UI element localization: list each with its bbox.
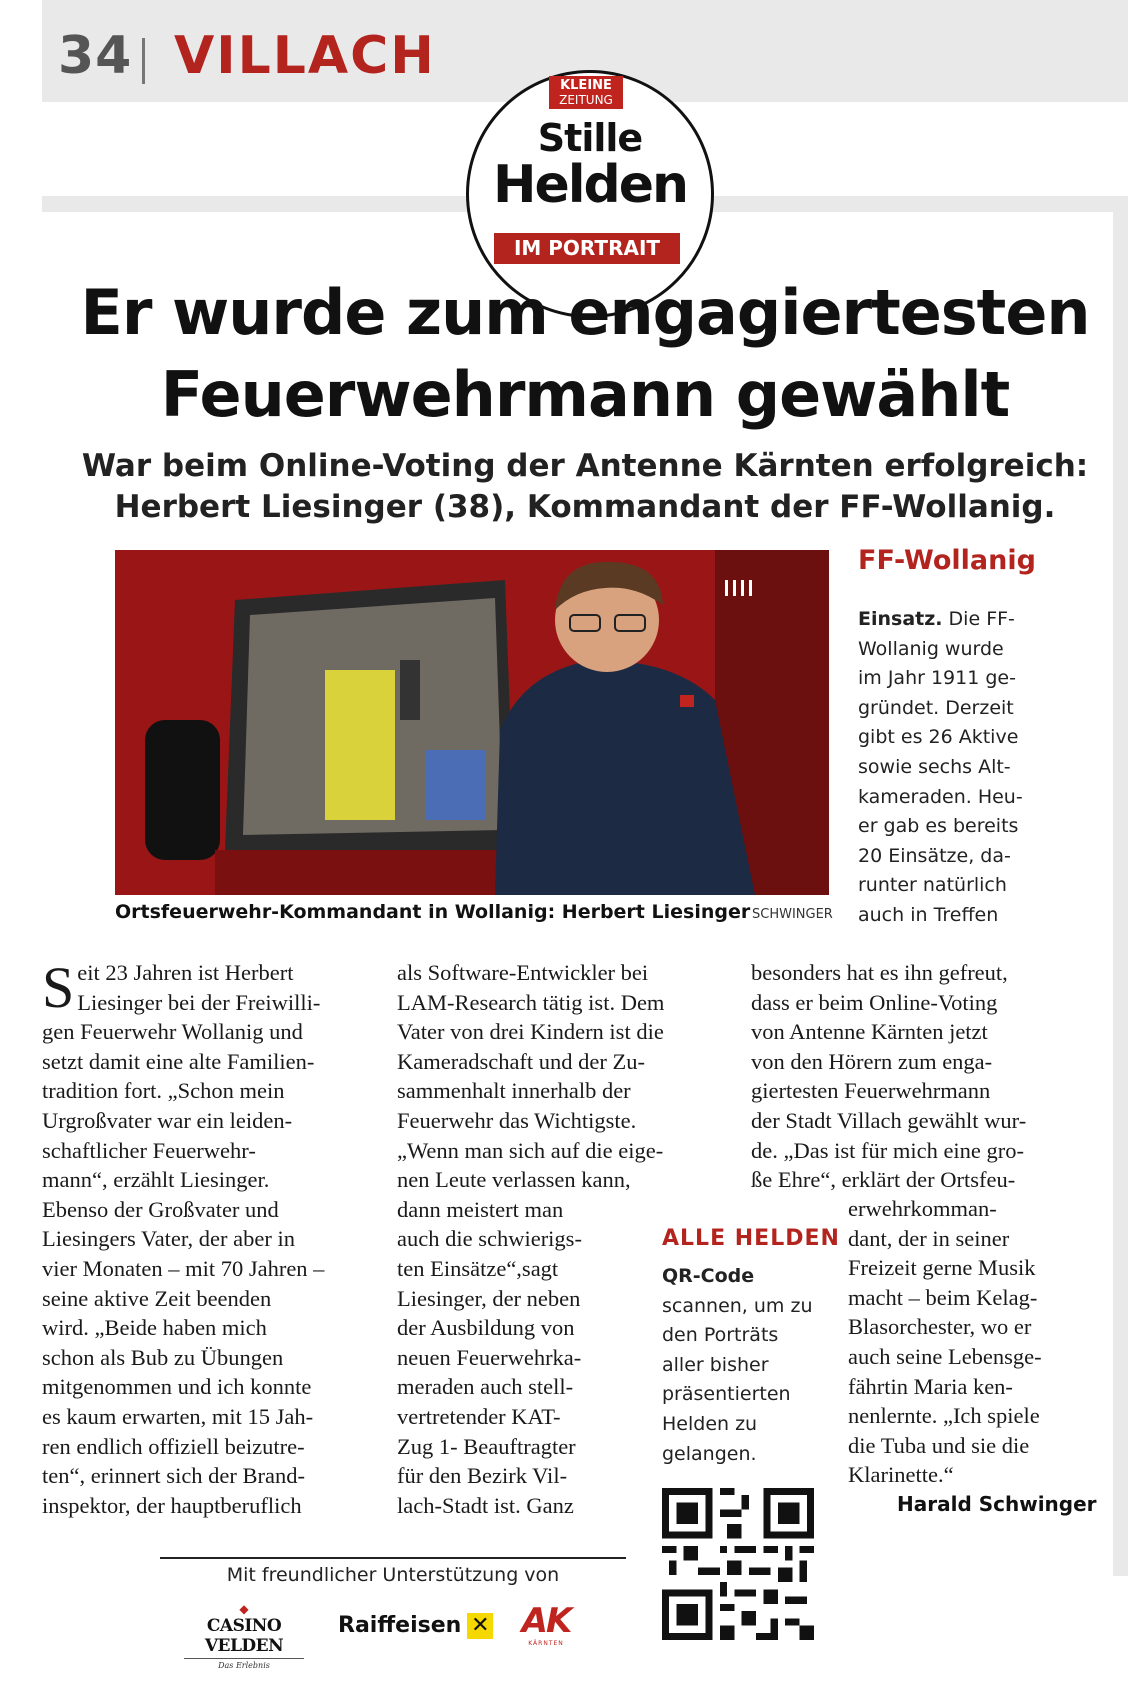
text-line: Klarinette.“ [848, 1462, 954, 1488]
subhead-line2: Herbert Liesinger (38), Kommandant der FF-Wollanig. [114, 489, 1056, 525]
sidebox-line: gründet. Derzeit [858, 696, 1014, 719]
text-line: fährtin Maria ken- [848, 1373, 1013, 1399]
headline-line2: Feuerwehrmann gewählt [160, 358, 1010, 431]
text-line: LAM-Research tätig ist. Dem [397, 989, 665, 1015]
text-line: macht – beim Kelag- [848, 1284, 1038, 1310]
text-line: vier Monaten – mit 70 Jahren – [42, 1255, 325, 1281]
ak-subtitle: KÄRNTEN [528, 1640, 564, 1647]
brand-line1: KLEINE [560, 78, 612, 93]
text-line: ren endlich offiziell beizutre- [42, 1433, 305, 1459]
text-line: „Wenn man sich auf die eige- [397, 1137, 664, 1163]
text-line: Blasorchester, wo er [848, 1314, 1032, 1340]
header-divider [142, 38, 145, 84]
text-line: ße Ehre“, erklärt der Ortsfeu- [751, 1167, 1016, 1193]
text-line: tradition fort. „Schon mein [42, 1078, 285, 1104]
text-line: mitgenommen und ich konnte [42, 1374, 312, 1400]
text-line: Kameradschaft und der Zu- [397, 1048, 646, 1074]
text-line: Liesingers Vater, der aber in [42, 1226, 295, 1252]
raiffeisen-logo [338, 1613, 493, 1639]
text-line: es kaum erwarten, mit 15 Jah- [42, 1403, 314, 1429]
badge-title-line1: Stille [537, 116, 643, 160]
article-column-3 [751, 958, 1026, 1195]
text-line: Urgroßvater war ein leiden- [42, 1107, 293, 1133]
text-line: Liesinger, der neben [397, 1285, 581, 1311]
casino-velden-logo [176, 1602, 312, 1670]
text-line: vertretender KAT- [397, 1403, 561, 1429]
sidebox-line: auch in Treffen [858, 903, 999, 926]
sidebox-line: Die FF- [942, 608, 1015, 630]
sponsor-intro: Mit freundlicher Unterstützung von [226, 1564, 560, 1586]
text-line: erwehrkomman- [848, 1196, 997, 1221]
ak-letters: AK [521, 1601, 571, 1641]
badge-title-line2: Helden [492, 155, 688, 215]
text-line: lach-Stadt ist. Ganz [397, 1492, 574, 1518]
text-line: Freizeit gerne Musik [848, 1255, 1036, 1281]
sponsor-divider [160, 1557, 626, 1559]
casino-emblem-icon: ◆ [239, 1602, 249, 1616]
text-line: Feuerwehr das Wichtigste. [397, 1107, 637, 1133]
text-line: schon als Bub zu Übungen [42, 1344, 284, 1370]
text-line: mann“, erzählt Liesinger. [42, 1167, 270, 1193]
text-line: Vater von drei Kindern ist die [397, 1019, 664, 1045]
sidebox-line: er gab es bereits [858, 815, 1019, 838]
firefighter-photo-illustration [115, 550, 829, 895]
text-line: dann meistert man [397, 1196, 564, 1222]
casino-name: CASINO VELDEN [204, 1616, 284, 1656]
sidebox-lead: Einsatz. [858, 608, 943, 630]
text-line: für den Bezirk Vil- [397, 1463, 568, 1489]
article-subhead [60, 446, 1110, 528]
text-line: dass er beim Online-Voting [751, 989, 998, 1015]
badge-ribbon: IM PORTRAIT [494, 233, 680, 264]
sidebox-line: 20 Einsätze, da- [858, 844, 1011, 867]
article-column-2 [397, 958, 664, 1520]
text-line: Ebenso der Großvater und [42, 1196, 279, 1222]
text-line: besonders hat es ihn gefreut, [751, 960, 1008, 985]
qrbox-lead: QR-Code [662, 1265, 755, 1287]
text-line: seine aktive Zeit beenden [42, 1285, 272, 1311]
text-line: ten“, erinnert sich der Brand- [42, 1463, 306, 1489]
photo-credit: SCHWINGER [752, 907, 833, 922]
text-line: gen Feuerwehr Wollanig und [42, 1019, 303, 1045]
qrbox-line: gelangen. [662, 1442, 757, 1465]
text-line: der Ausbildung von [397, 1315, 575, 1341]
dropcap: S [42, 955, 75, 1020]
text-line: nen Leute verlassen kann, [397, 1167, 631, 1193]
kleine-zeitung-logo [549, 76, 623, 109]
sidebox-line: im Jahr 1911 ge- [858, 667, 1016, 690]
text-line: de. „Das ist für mich eine gro- [751, 1137, 1025, 1163]
page-number: 34 [58, 26, 133, 86]
casino-rule [184, 1658, 304, 1659]
headline-line1: Er wurde zum engagiertesten [80, 276, 1090, 349]
brand-line2: ZEITUNG [559, 93, 613, 107]
text-line: eit 23 Jahren ist Herbert [77, 960, 294, 985]
sidebox-line: Wollanig wurde [858, 637, 1004, 660]
text-line: neuen Feuerwehrka- [397, 1344, 582, 1370]
qrbox-line: präsentierten [662, 1383, 791, 1406]
text-line: meraden auch stell- [397, 1374, 574, 1400]
text-line: die Tuba und sie die [848, 1432, 1030, 1458]
article-photo [115, 550, 829, 895]
text-line: als Software-Entwickler bei [397, 960, 649, 985]
text-line: der Stadt Villach gewählt wur- [751, 1107, 1027, 1133]
casino-slogan: Das Erlebnis [218, 1661, 270, 1670]
ak-kaernten-logo [514, 1602, 578, 1652]
qrbox-title: ALLE HELDEN [662, 1226, 840, 1251]
qrbox-line: aller bisher [662, 1353, 769, 1376]
sidebox-text [858, 605, 1108, 931]
text-line: nenlernte. „Ich spiele [848, 1403, 1040, 1429]
text-line: giertesten Feuerwehrmann [751, 1078, 991, 1104]
raiffeisen-cross-icon: ✕ [467, 1613, 493, 1639]
text-line: schaftlicher Feuerwehr- [42, 1137, 256, 1163]
sidebox-line: runter natürlich [858, 874, 1007, 897]
article-column-3-continued [848, 1194, 1042, 1490]
text-line: wird. „Beide haben mich [42, 1315, 267, 1341]
text-line: von Antenne Kärnten jetzt [751, 1019, 988, 1045]
text-line: Liesinger bei der Freiwilli- [77, 989, 321, 1015]
sidebox-line: kameraden. Heu- [858, 785, 1023, 808]
article-headline [60, 272, 1110, 436]
article-author: Harald Schwinger [897, 1492, 1097, 1516]
subhead-line1: War beim Online-Voting der Antenne Kärnten erfolgreich: [81, 448, 1089, 484]
text-line: inspektor, der hauptberuflich [42, 1492, 302, 1518]
qrbox-text [662, 1262, 813, 1469]
qr-code-icon[interactable] [662, 1488, 814, 1640]
qrbox-line: den Porträts [662, 1324, 779, 1347]
text-line: Zug 1- Beauftragter [397, 1433, 576, 1459]
sidebox-line: sowie sechs Alt- [858, 755, 1011, 778]
photo-caption: Ortsfeuerwehr-Kommandant in Wollanig: Herbert Liesinger [115, 901, 751, 923]
text-line: dant, der in seiner [848, 1225, 1010, 1251]
text-line: setzt damit eine alte Familien- [42, 1048, 315, 1074]
text-line: auch seine Lebensge- [848, 1343, 1042, 1369]
section-title: VILLACH [174, 26, 436, 86]
sidebox-title: FF-Wollanig [858, 545, 1036, 576]
sidebox-line: gibt es 26 Aktive [858, 726, 1019, 749]
text-line: auch die schwierigs- [397, 1226, 582, 1252]
text-line: ten Einsätze“,sagt [397, 1255, 559, 1281]
article-column-1 [42, 955, 325, 1520]
frame-right [1113, 196, 1128, 1576]
text-line: von den Hörern zum enga- [751, 1048, 993, 1074]
qrbox-line: Helden zu [662, 1412, 758, 1435]
text-line: sammenhalt innerhalb der [397, 1078, 631, 1104]
raiffeisen-name: Raiffeisen [338, 1613, 462, 1638]
qrbox-line: scannen, um zu [662, 1294, 813, 1317]
